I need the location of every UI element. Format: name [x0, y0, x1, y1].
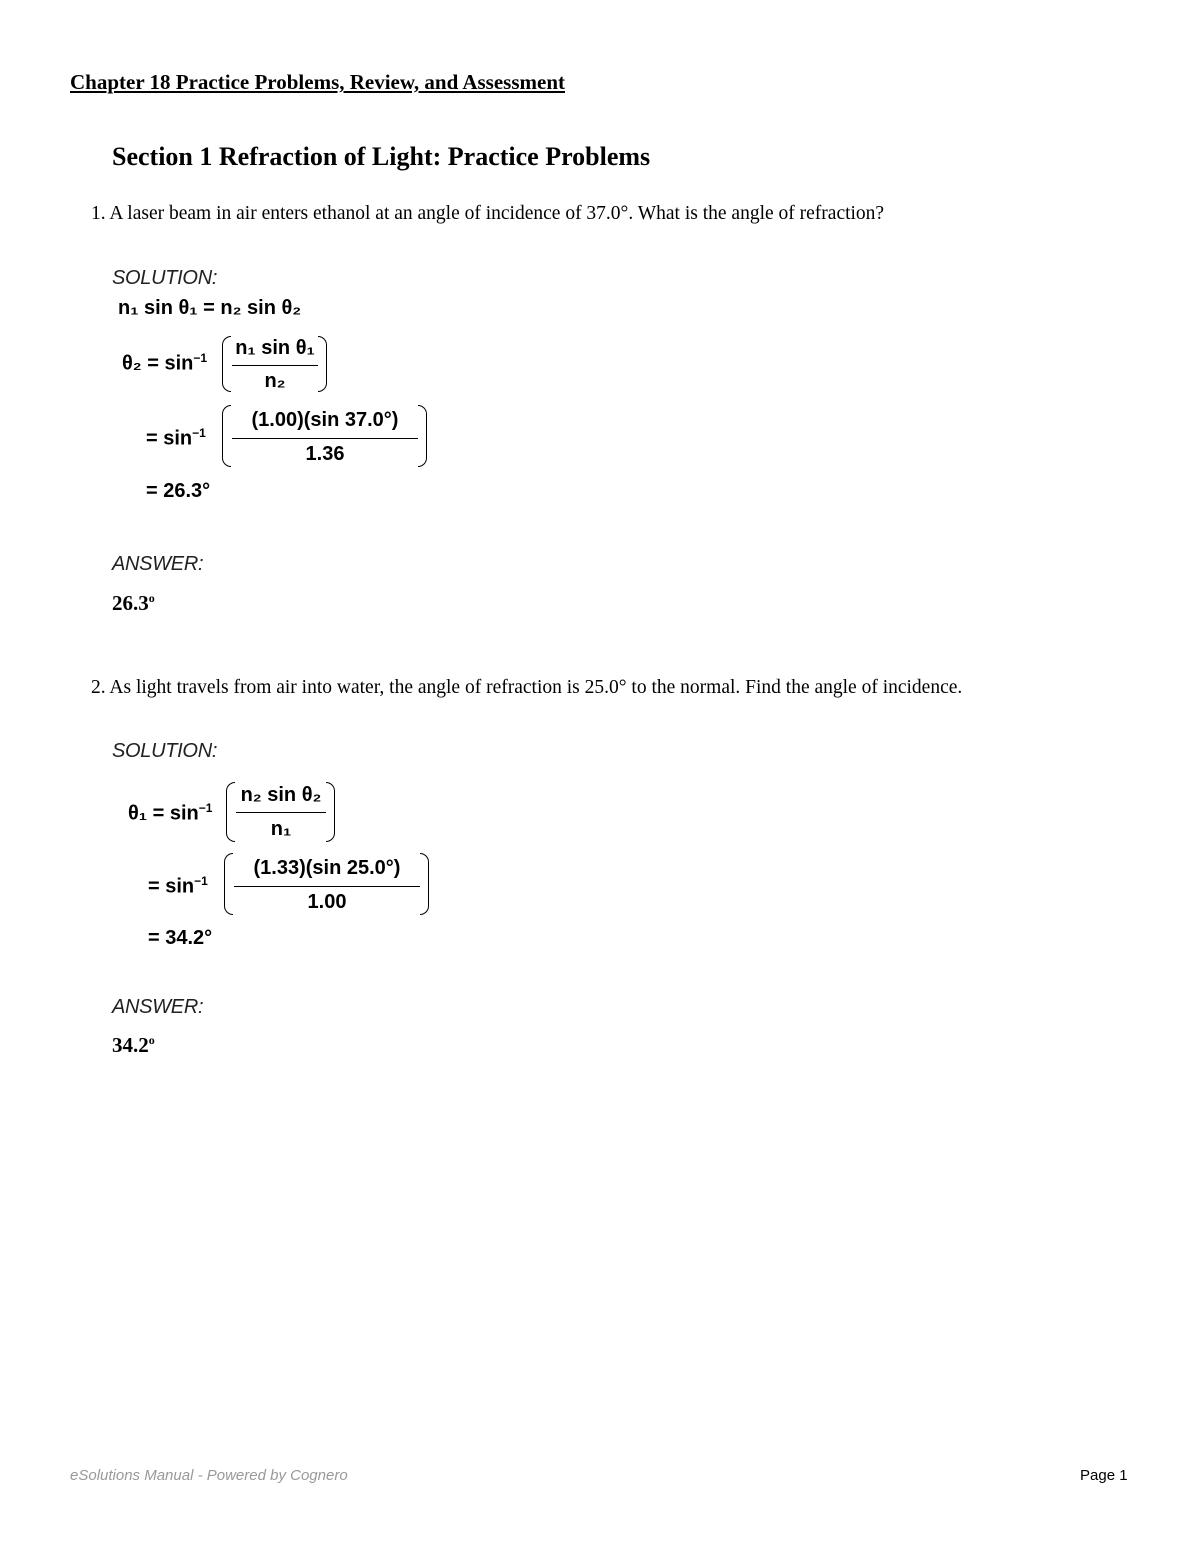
fraction-denominator: n₁	[270, 818, 292, 840]
inverse-exponent: −1	[198, 801, 213, 815]
inverse-exponent: −1	[194, 874, 208, 888]
right-paren	[418, 405, 427, 467]
problem-1-question: 1. A laser beam in air enters ethanol at an angle of incidence of 37.0°. What is the angle of refraction?	[91, 203, 885, 224]
problem-1-step-symbolic-lhs: $\theta_2 = \sin^{-1}$	[122, 351, 208, 375]
problem-2-step-symbolic-lhs: $\theta_1 = \sin^{-1}$	[128, 801, 213, 825]
problem-2-answer: 34.2$^o$	[112, 1033, 155, 1057]
inverse-exponent: −1	[193, 351, 208, 365]
fraction-denominator: 1.00	[307, 891, 347, 913]
fraction-numerator: n₂ sin θ₂	[240, 784, 322, 806]
inverse-exponent: −1	[192, 426, 206, 440]
problem-2-solution-label: SOLUTION:	[112, 740, 218, 762]
section-title: Section 1 Refraction of Light: Practice Problems	[112, 142, 651, 171]
fraction-numerator: (1.33)(sin 25.0°)	[253, 857, 401, 879]
fraction-denominator: 1.36	[305, 443, 345, 465]
problem-2-answer-label: ANSWER:	[112, 996, 204, 1018]
right-paren	[318, 336, 327, 392]
left-paren	[226, 782, 235, 842]
problem-2-step-numeric-prefix: = $\sin^{-1}$	[148, 874, 208, 898]
chapter-title: Chapter 18 Practice Problems, Review, and Assessment	[70, 70, 565, 94]
problem-2-question: 2. As light travels from air into water, the angle of refraction is 25.0° to the normal. Find the angle of incidence.	[91, 677, 963, 698]
problem-1-answer: 26.3$^o$	[112, 591, 155, 615]
problem-2-symbolic-fraction	[236, 782, 326, 842]
problem-1-snell-law: n₁ sin θ₁ = n₂ sin θ₂	[118, 297, 302, 319]
problem-1-solution-label: SOLUTION:	[112, 267, 218, 289]
right-paren	[420, 853, 429, 915]
right-paren	[326, 782, 335, 842]
fraction-bar	[232, 365, 318, 366]
problem-1-numeric-fraction	[232, 405, 418, 467]
fraction-bar	[234, 886, 420, 887]
left-paren	[222, 336, 231, 392]
left-paren	[222, 405, 231, 467]
problem-2-numeric-fraction	[234, 853, 420, 915]
page-number: Page 1	[1080, 1467, 1128, 1484]
left-paren	[224, 853, 233, 915]
fraction-numerator: (1.00)(sin 37.0°)	[251, 409, 399, 431]
problem-1-answer-label: ANSWER:	[112, 553, 204, 575]
fraction-bar	[232, 438, 418, 439]
fraction-numerator: n₁ sin θ₁	[235, 337, 315, 359]
fraction-bar	[236, 812, 326, 813]
problem-1-step-numeric-prefix: = $\sin^{-1}$	[146, 426, 206, 450]
problem-2-result: = 34.2°	[148, 927, 213, 949]
problem-1-result: = 26.3°	[146, 480, 211, 502]
problem-1-symbolic-fraction	[232, 336, 318, 392]
fraction-denominator: n₂	[264, 370, 286, 392]
footer-left: eSolutions Manual - Powered by Cognero	[70, 1467, 348, 1484]
